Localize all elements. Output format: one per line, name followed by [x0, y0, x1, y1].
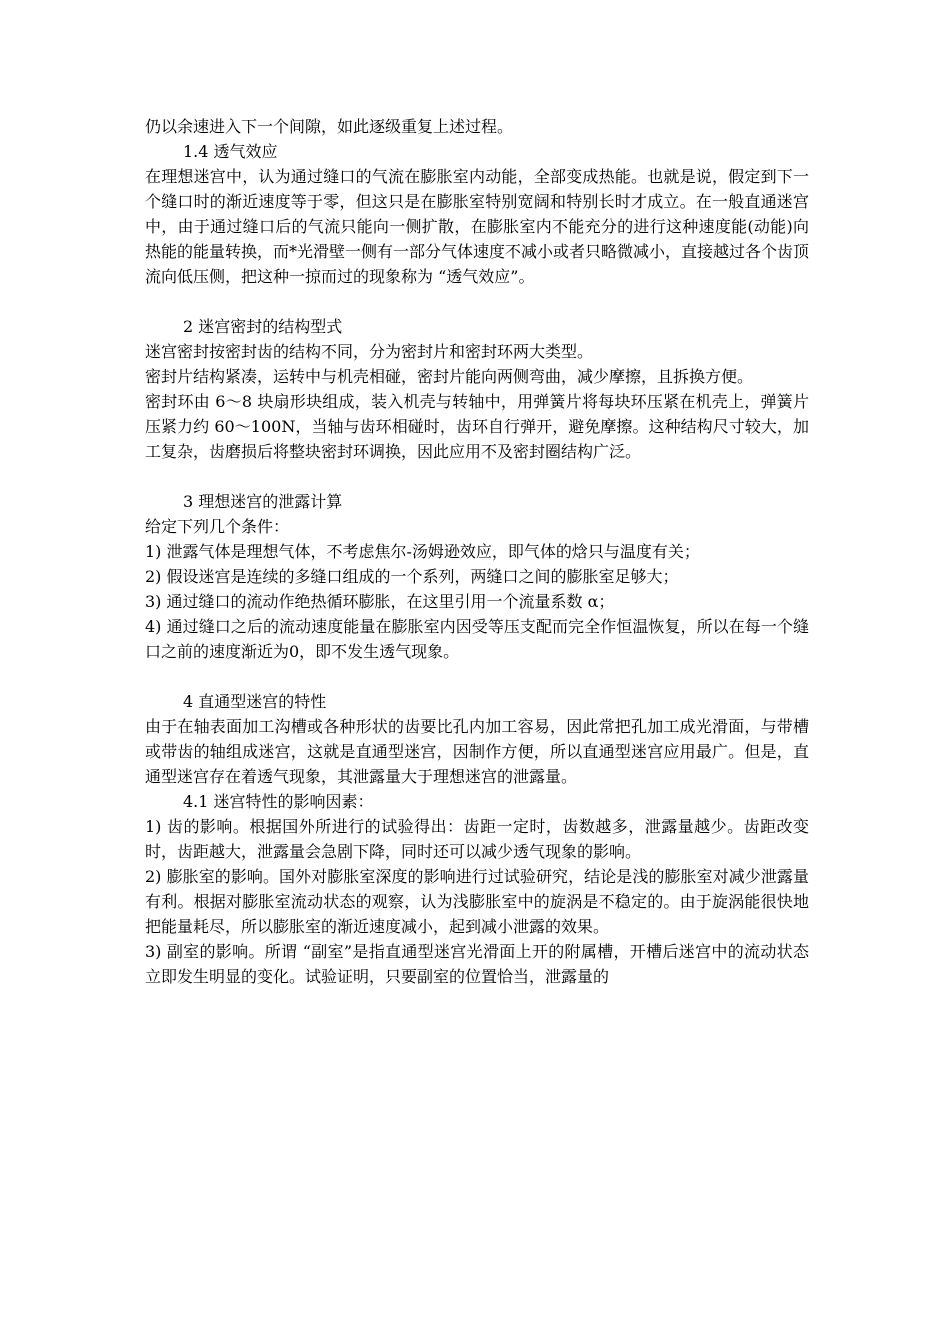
section-heading-1-4: 1.4 透气效应 [183, 142, 278, 161]
list-item: 2) 膨胀室的影响。国外对膨胀室深度的影响进行过试验研究，结论是浅的膨胀室对减少泄露量有利。根据对膨胀室流动状态的观察，认为浅膨胀室中的旋涡是不稳定的。由于旋涡能很快地把能量耗尽，所以膨胀室的渐近速度减小，起到减小泄露的效果。 [145, 867, 809, 936]
paragraph-seal-types: 迷宫密封按密封齿的结构不同，分为密封片和密封环两大类型。 [145, 342, 594, 361]
paragraph-permeation-effect: 在理想迷宫中，认为通过缝口的气流在膨胀室内动能，全部变成热能。也就是说，假定到下一个缝口时的渐近速度等于零，但这只是在膨胀室特别宽阔和特别长时才成立。在一般直通迷宫中，由于通过缝口后的气流只能向一侧扩散，在膨胀室内不能充分的进行这种速度能(动能)向热能的能量转换，而*光滑壁一侧有一部分气体速度不减小或者只略微减小，直接越过各个齿顶流向低压侧，把这种一掠而过的现象称为 “透气效应”。 [145, 167, 810, 286]
blank-line [145, 664, 809, 689]
section-heading-4: 4 直通型迷宫的特性 [183, 692, 327, 711]
paragraph-seal-strip: 密封片结构紧凑，运转中与机壳相碰，密封片能向两侧弯曲，减少摩擦，且拆换方便。 [145, 367, 754, 386]
list-item: 1) 齿的影响。根据国外所进行的试验得出：齿距一定时，齿数越多，泄露量越少。齿距改变时，齿距越大，泄露量会急剧下降，同时还可以减少透气现象的影响。 [145, 817, 809, 861]
paragraph-conditions-intro: 给定下列几个条件： [145, 517, 290, 536]
list-item: 4) 通过缝口之后的流动速度能量在膨胀室内因受等压支配而完全作恒温恢复，所以在每一个缝口之前的速度渐近为0，即不发生透气现象。 [145, 617, 809, 661]
section-heading-3: 3 理想迷宫的泄露计算 [183, 492, 343, 511]
section-heading-4-1: 4.1 迷宫特性的影响因素： [183, 792, 374, 811]
list-item: 3) 通过缝口的流动作绝热循环膨胀，在这里引用一个流量系数 α； [145, 592, 615, 611]
list-item: 1) 泄露气体是理想气体，不考虑焦尔-汤姆逊效应，即气体的焓只与温度有关； [145, 542, 700, 561]
section-heading-2: 2 迷宫密封的结构型式 [183, 317, 343, 336]
paragraph-straight-labyrinth: 由于在轴表面加工沟槽或各种形状的齿要比孔内加工容易，因此常把孔加工成光滑面，与带槽或带齿的轴组成迷宫，这就是直通型迷宫，因制作方便，所以直通型迷宫应用最广。但是，直通型迷宫存在着透气现象，其泄露量大于理想迷宫的泄露量。 [145, 717, 809, 786]
list-item: 2) 假设迷宫是连续的多缝口组成的一个系列，两缝口之间的膨胀室足够大； [145, 567, 679, 586]
paragraph-seal-ring: 密封环由 6～8 块扇形块组成，装入机壳与转轴中，用弹簧片将每块环压紧在机壳上，弹簧片压紧力约 60～100N，当轴与齿环相碰时，齿环自行弹开，避免摩擦。这种结构尺寸较大，加工复杂，齿磨损后将整块密封环调换，因此应用不及密封圈结构广泛。 [145, 392, 809, 461]
paragraph-continuation: 仍以余速进入下一个间隙，如此逐级重复上述过程。 [145, 117, 514, 136]
blank-line [145, 289, 809, 314]
blank-line [145, 464, 809, 489]
document-page [145, 114, 809, 989]
list-item: 3) 副室的影响。所谓 “副室”是指直通型迷宫光滑面上开的附属槽，开槽后迷宫中的流动状态立即发生明显的变化。试验证明，只要副室的位置恰当，泄露量的 [145, 942, 809, 986]
